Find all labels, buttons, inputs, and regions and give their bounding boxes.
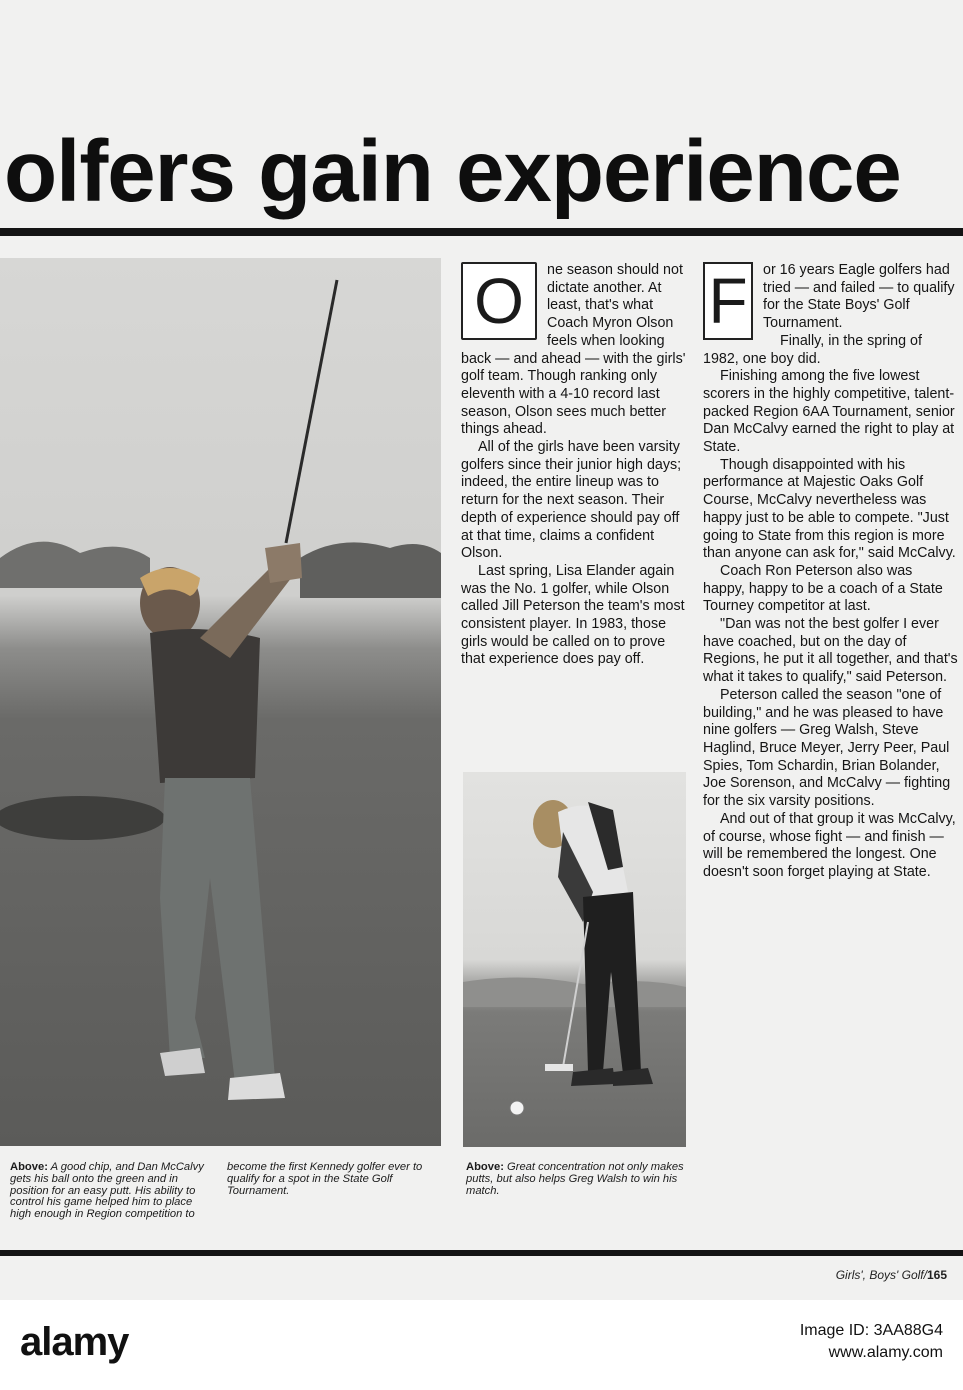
caption-label: Above: [10,1161,48,1173]
paragraph: Coach Ron Peterson also was happy, happy to be a coach of a State Tourney competitor at last. [703,562,943,615]
paragraph: Finally, in the spring of 1982, one boy did. [703,332,922,367]
page-footer [836,1268,947,1282]
photo-golfer-chipping [0,258,441,1146]
paragraph: Finishing among the five lowest scorers in the highly competitive, talent-packed Region 6AA Tournament, senior Dan McCalvy earned the right to play at State. [703,368,955,456]
top-rule [0,228,963,236]
paragraph-text: or 16 years Eagle golfers had tried — and failed — to qualify for the State Boys' Golf Tournament. [763,262,955,332]
bottom-rule [0,1250,963,1256]
caption-text: A good chip, and Dan McCalvy gets his ball onto the green and in position for an easy putt. His ability to control his game helped him to place high enough in Region competition to [10,1161,204,1221]
caption-text: Great concentration not only makes putts, but also helps Greg Walsh to win his match. [466,1161,684,1197]
paragraph: Peterson called the season "one of building," and he was pleased to have nine golfers — Greg Walsh, Steve Haglind, Bruce Meyer, Jerry Peer, Paul Spies, Tom Schardin, Brian Bolander, Joe Sorenson, and McCalvy — fighting for the six varsity positions. [703,686,951,810]
paragraph [703,262,958,337]
paragraph-text: ne season should not dictate another. At least, that's what Coach Myron Olson feels when looking back — and ahead — with the girls' golf team. Though ranking only eleventh with a 4-10 record last season, Olson sees much better things ahead. [461,262,686,438]
dropcap-o: O [461,262,537,340]
article-column-girls [461,262,693,669]
paragraph: All of the girls have been varsity golfers since their junior high days; indeed, the entire lineup was to return for the next season. Their depth of experience should pay off at that time, claims a confident Olson. [461,439,682,562]
paragraph: Last spring, Lisa Elander again was the No. 1 golfer, while Olson called Jill Peterson the team's most consistent player. In 1983, those girls would be called on to prove that experience does pay off. [461,562,685,668]
paragraph: Though disappointed with his performance at Majestic Oaks Golf Course, McCalvy nevertheless was happy just to be able to compete. "Just going to State from this region is more than anyone can ask for," said McCalvy. [703,456,956,562]
article-column-boys [703,262,958,882]
page-headline: olfers gain experience [4,123,901,220]
stock-info [800,1320,943,1364]
photo1-caption-continued [227,1162,427,1197]
paragraph [461,262,693,439]
photo1-caption [10,1162,210,1221]
caption-text: become the first Kennedy golfer ever to qualify for a spot in the State Golf Tournament. [227,1161,423,1197]
photo2-caption [466,1162,691,1197]
paragraph: And out of that group it was McCalvy, of course, whose fight — and finish — will be remembered the longest. One doesn't soon forget playing at State. [703,810,956,880]
footer-section: Girls', Boys' Golf/ [835,1268,927,1282]
photo-golfer-putting [463,772,686,1147]
stock-image-id: Image ID: 3AA88G4 [799,1322,943,1339]
caption-label: Above: [466,1161,504,1173]
paragraph: "Dan was not the best golfer I ever have coached, but on the day of Regions, he put it all together, and that's what it takes to qualify," said Peterson. [703,616,958,686]
stock-logo: alamy [20,1320,129,1364]
stock-site: www.alamy.com [828,1344,943,1361]
page-number: 165 [926,1268,947,1282]
dropcap-f: F [703,262,753,340]
